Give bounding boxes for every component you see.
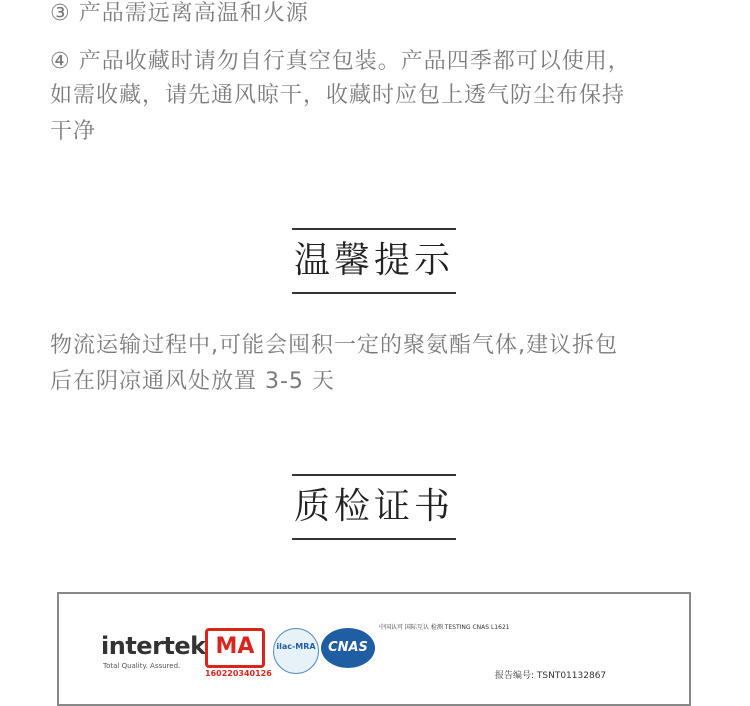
ilac-mra-label: ilac-MRA bbox=[276, 642, 316, 651]
tips-heading-text: 温馨提示 bbox=[293, 240, 454, 281]
ma-logo: MA bbox=[205, 628, 265, 668]
certificate-heading-text: 质检证书 bbox=[293, 486, 454, 527]
tips-line-2: 后在阴凉通风处放置 3-5 天 bbox=[50, 369, 335, 394]
tips-line-1: 物流运输过程中,可能会囤积一定的聚氨酯气体,建议拆包 bbox=[50, 333, 618, 358]
cnas-logo bbox=[321, 628, 375, 668]
note-item-4-line-1: ④ 产品收藏时请勿自行真空包装。产品四季都可以使用， bbox=[50, 49, 631, 74]
note-item-3: ③ 产品需远离高温和火源 bbox=[50, 1, 309, 26]
intertek-logo: intertek bbox=[101, 632, 206, 660]
cnas-side-text: 中国认可 国际互认 检测 TESTING CNAS L1621 bbox=[379, 624, 510, 631]
ilac-mra-logo bbox=[273, 628, 319, 674]
note-item-4-line-3: 干净 bbox=[50, 119, 97, 144]
certificate-heading bbox=[292, 474, 456, 540]
cnas-label: CNAS bbox=[328, 640, 368, 655]
tips-heading bbox=[292, 228, 456, 294]
intertek-tagline: Total Quality. Assured. bbox=[103, 662, 181, 670]
note-item-4-line-2: 如需收藏，请先通风晾干，收藏时应包上透气防尘布保持 bbox=[50, 83, 626, 108]
report-number: 报告编号: TSNT01132867 bbox=[495, 671, 607, 681]
ma-number: 160220340126 bbox=[205, 669, 272, 678]
certificate-image bbox=[57, 592, 691, 706]
